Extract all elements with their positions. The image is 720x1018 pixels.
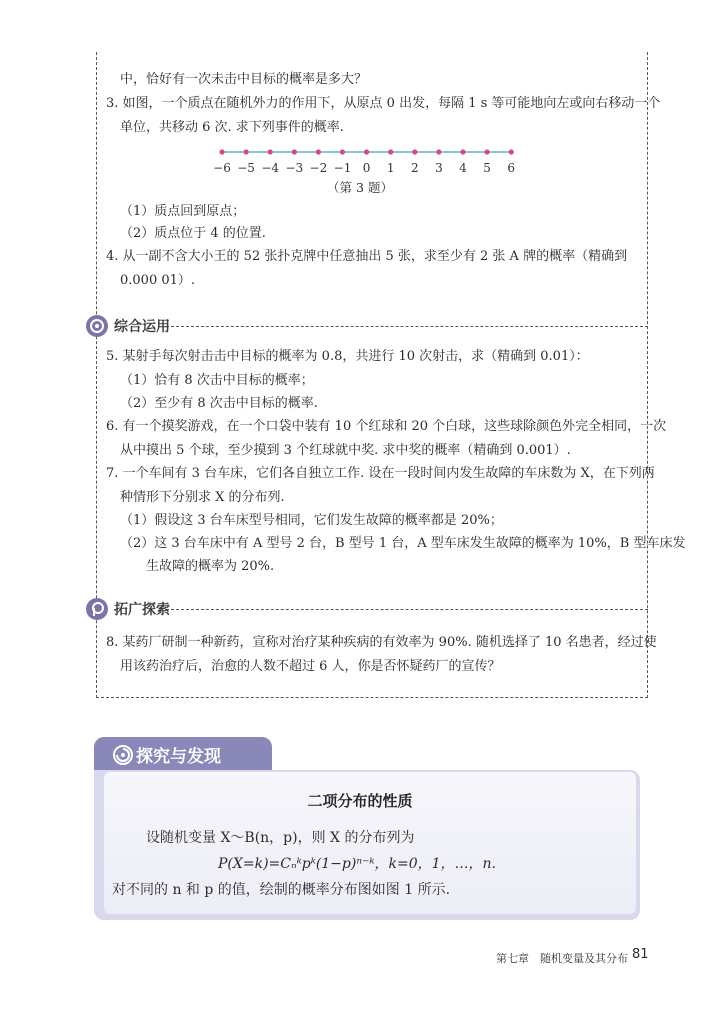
figure-caption: （第 3 题） — [327, 180, 393, 195]
q3-sub2: （2）质点位于 4 的位置. — [120, 226, 266, 241]
number-line-point — [316, 149, 321, 154]
explore-title: 二项分布的性质 — [307, 792, 413, 810]
number-line-point — [268, 149, 273, 154]
number-line-point — [412, 149, 417, 154]
section-comprehensive-header — [86, 313, 170, 339]
number-line-point — [364, 149, 369, 154]
q7-sub1: （1）假设这 3 台车床型号相同，它们发生故障的概率都是 20%； — [120, 513, 503, 528]
q4-line1: 4. 从一副不含大小王的 52 张扑克牌中任意抽出 5 张，求至少有 2 张 A 牌的概率（精确到 — [106, 249, 628, 264]
number-line-label: −2 — [309, 161, 328, 175]
explore-spiral-icon — [112, 744, 134, 766]
number-line-figure — [210, 146, 520, 180]
explore-line3: 对不同的 n 和 p 的值，绘制的概率分布图如图 1 所示. — [112, 882, 451, 898]
q8-line1: 8. 某药厂研制一种新药，宣称对治疗某种疾病的有效率为 90%. 随机选择了 10 名患者，经过使 — [106, 635, 657, 650]
q3-line2: 单位，共移动 6 次. 求下列事件的概率. — [120, 120, 344, 135]
explore-line1: 设随机变量 X～B(n，p)，则 X 的分布列为 — [146, 830, 415, 846]
number-line-point — [219, 149, 224, 154]
q4-line2: 0.000 01）. — [120, 273, 196, 288]
number-line-label: 2 — [410, 161, 419, 175]
number-line-label: −5 — [237, 161, 255, 175]
number-line-point — [292, 149, 297, 154]
number-line-label: 3 — [435, 161, 443, 175]
q2-tail: 中，恰好有一次未击中目标的概率是多大？ — [120, 72, 368, 87]
number-line-point — [485, 149, 490, 154]
explore-formula: P(X=k)=Cₙᵏpᵏ(1−p)ⁿ⁻ᵏ，k=0，1，…，n. — [218, 856, 497, 872]
number-line-label: 1 — [386, 161, 395, 175]
number-line-label: −3 — [285, 161, 304, 175]
number-line-point — [436, 149, 441, 154]
q7-line1: 7. 一个车间有 3 台车床，它们各自独立工作. 设在一段时间内发生故障的车床数为 X，在下列两 — [106, 466, 655, 481]
number-line-point — [388, 149, 393, 154]
explore-tab-label: 探究与发现 — [136, 747, 221, 767]
section-divider — [166, 609, 648, 610]
number-line-label: −1 — [333, 161, 352, 175]
q7-line2: 种情形下分别求 X 的分布列. — [120, 490, 285, 505]
number-line-point — [244, 149, 249, 154]
number-line-label: 0 — [362, 161, 371, 175]
section-extension-header — [86, 596, 170, 622]
chapter-footer: 第七章 随机变量及其分布 — [496, 952, 628, 965]
q5-sub1: （1）恰有 8 次击中目标的概率； — [120, 373, 314, 388]
section-title: 拓广探索 — [114, 602, 170, 618]
page-number: 81 — [632, 947, 649, 962]
number-line-point — [340, 149, 345, 154]
q5-sub2: （2）至少有 8 次击中目标的概率. — [120, 396, 318, 411]
q6-line2: 从中摸出 5 个球，至少摸到 3 个红球就中奖. 求中奖的概率（精确到 0.001）. — [120, 443, 571, 458]
section-badge-icon — [86, 598, 108, 620]
q8-line2: 用该药治疗后，治愈的人数不超过 6 人，你是否怀疑药厂的宣传？ — [120, 659, 501, 674]
q3-line1: 3. 如图，一个质点在随机外力的作用下，从原点 0 出发，每隔 1 s 等可能地向左或向右移动一个 — [106, 96, 661, 111]
section-divider — [166, 326, 648, 327]
section-badge-icon — [86, 315, 108, 337]
q3-sub1: （1）质点回到原点； — [120, 204, 246, 219]
number-line-point — [509, 149, 514, 154]
number-line-label: −4 — [261, 161, 280, 175]
section-title: 综合运用 — [114, 319, 170, 335]
number-line-label: 6 — [507, 161, 516, 175]
q7-sub2-line1: （2）这 3 台车床中有 A 型号 2 台，B 型号 1 台，A 型车床发生故障的概率为 10%，B 型车床发 — [120, 536, 686, 551]
q7-sub2-line2: 生故障的概率为 20%. — [146, 559, 275, 574]
number-line-label: 4 — [459, 161, 467, 175]
number-line-point — [460, 149, 465, 154]
number-line-label: −6 — [213, 161, 231, 175]
q5: 5. 某射手每次射击击中目标的概率为 0.8，共进行 10 次射击，求（精确到 0.01）： — [106, 349, 589, 364]
number-line-label: 5 — [483, 161, 491, 175]
q6-line1: 6. 有一个摸奖游戏，在一个口袋中装有 10 个红球和 20 个白球，这些球除颜色外完全相同，一次 — [106, 419, 667, 434]
